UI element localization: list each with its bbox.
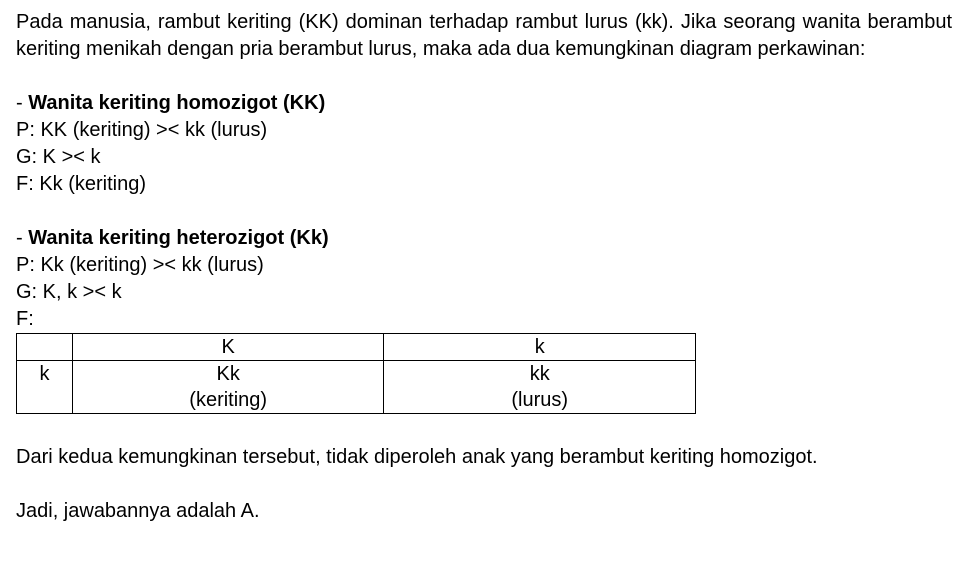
punnett-square xyxy=(16,333,696,414)
punnett-header-row xyxy=(17,334,696,361)
case2-heading xyxy=(16,225,952,252)
spacer xyxy=(16,63,952,90)
spacer xyxy=(16,414,952,444)
punnett-row-label: k xyxy=(17,361,73,414)
case1-heading xyxy=(16,90,952,117)
spacer xyxy=(16,198,952,225)
punnett-header-gamete-2: k xyxy=(384,334,696,361)
punnett-cell-2 xyxy=(384,361,696,414)
answer-text: Jadi, jawabannya adalah A. xyxy=(16,500,260,522)
punnett-cell-1-genotype: Kk xyxy=(216,363,240,385)
punnett-header-gamete-1: K xyxy=(72,334,384,361)
punnett-row xyxy=(17,361,696,414)
case1-title: Wanita keriting homozigot (KK) xyxy=(28,92,326,114)
intro-paragraph: Pada manusia, rambut keriting (KK) dominan terhadap rambut lurus (kk). Jika seorang wanita berambut keriting menikah dengan pria berambut lurus, maka ada dua kemungkinan diagram perkawinan: xyxy=(16,11,952,60)
punnett-cell-1-phenotype: (keriting) xyxy=(189,389,268,411)
case2-gametes: G: K, k >< k xyxy=(16,281,122,303)
punnett-cell-2-genotype: kk xyxy=(529,363,550,385)
case1-offspring: F: Kk (keriting) xyxy=(16,173,147,195)
case1-parents: P: KK (keriting) >< kk (lurus) xyxy=(16,119,268,141)
punnett-cell-1 xyxy=(72,361,384,414)
punnett-cell-2-phenotype: (lurus) xyxy=(511,389,569,411)
punnett-corner-cell xyxy=(17,334,73,361)
case2-parents: P: Kk (keriting) >< kk (lurus) xyxy=(16,254,264,276)
case1-gametes: G: K >< k xyxy=(16,146,101,168)
case2-offspring: F: xyxy=(16,308,34,330)
document-body xyxy=(16,9,952,525)
case1-dash: - xyxy=(16,92,29,114)
conclusion-text: Dari kedua kemungkinan tersebut, tidak diperoleh anak yang berambut keriting homozigot. xyxy=(16,446,818,468)
case2-dash: - xyxy=(16,227,29,249)
spacer xyxy=(16,471,952,498)
case2-title: Wanita keriting heterozigot (Kk) xyxy=(28,227,329,249)
